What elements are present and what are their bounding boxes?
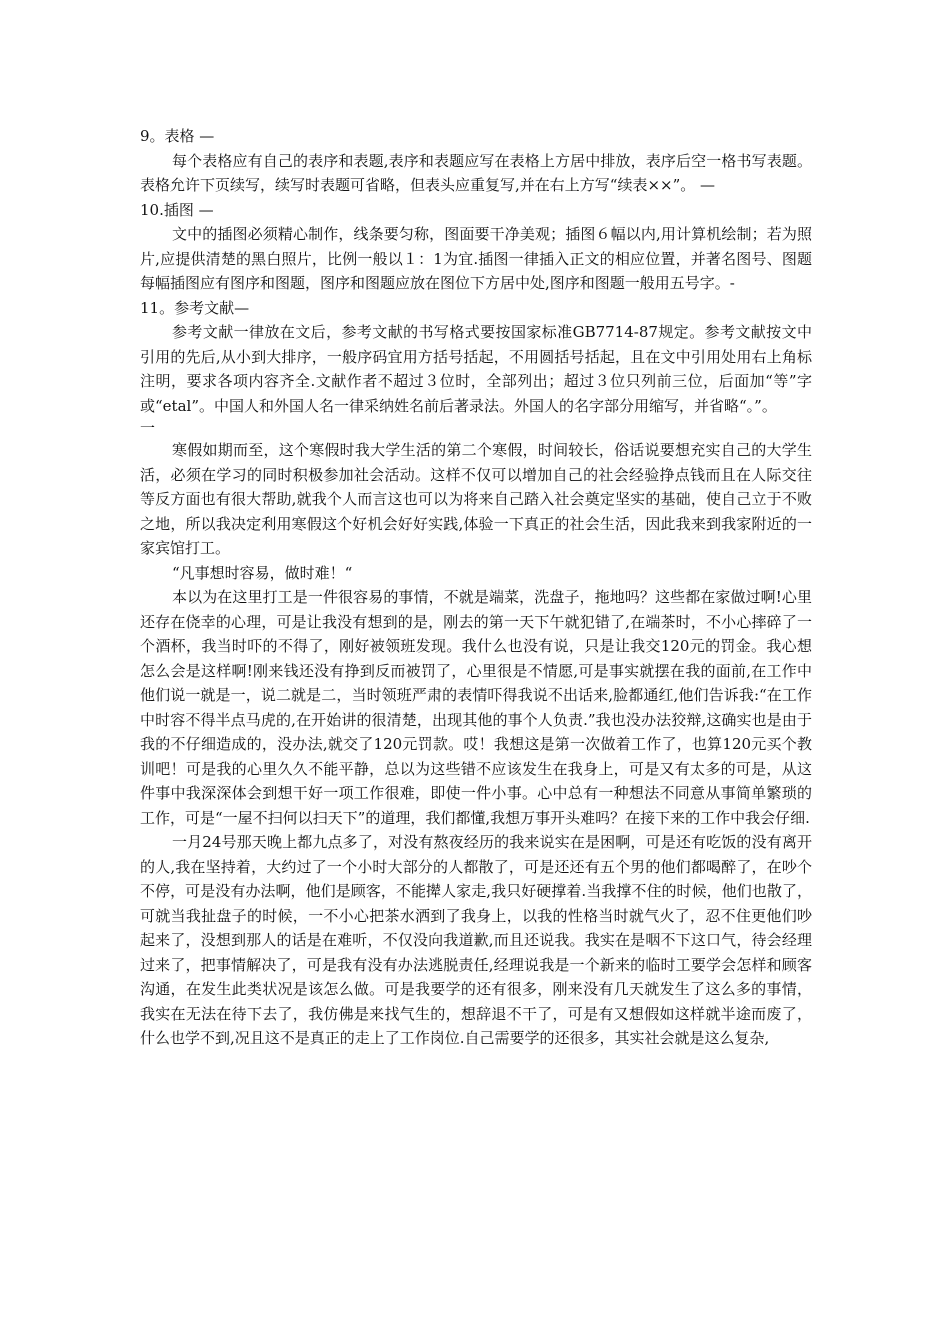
- section-body-tables: 每个表格应有自己的表序和表题,表序和表题应写在表格上方居中排放，表序后空一格书写表题。表格允许下页续写，续写时表题可省略，但表头应重复写,并在右上方写“续表××”。 —: [140, 151, 812, 194]
- section-body-figures: 文中的插图必须精心制作，线条要匀称，图面要干净美观；插图６幅以内,用计算机绘制；若为照片,应提供清楚的黑白照片，比例一般以１：1为宜.插图一律插入正文的相应位置，并著名图号、图题每幅插图应有图序和图题，图序和图题应放在图位下方居中处,图序和图题一般用五号字。-: [140, 225, 812, 292]
- essay-intro-paragraph: 寒假如期而至，这个寒假时我大学生活的第二个寒假，时间较长，俗话说要想充实自己的大学生活，必须在学习的同时积极参加社会活动。这样不仅可以增加自己的社会经验挣点钱而且在人际交往等反方面也有很大帮助,就我个人而言这也可以为将来自己踏入社会奠定坚实的基础，使自己立于不败之地，所以我决定利用寒假这个好机会好好实践,体验一下真正的社会生活，因此我来到我家附近的一家宾馆打工。: [140, 441, 812, 557]
- essay-paragraph-1: 本以为在这里打工是一件很容易的事情，不就是端菜，洗盘子，拖地吗？这些都在家做过啊!心里还存在侥幸的心理，可是让我没有想到的是，刚去的第一天下午就犯错了,在端茶时，不小心摔碎了一个酒杯，我当时吓的不得了，刚好被领班发现。我什么也没有说，只是让我交120元的罚金。我心想怎么会是这样啊!刚来钱还没有挣到反而被罚了，心里很是不情愿,可是事实就摆在我的面前,在工作中他们说一就是一，说二就是二，当时领班严肃的表情吓得我说不出话来,脸都通红,他们告诉我:“在工作中时容不得半点马虎的,在开始讲的很清楚，出现其他的事个人负责.”我也没办法狡辩,这确实也是由于我的不仔细造成的，没办法,就交了120元罚款。哎！我想这是第一次做着工作了，也算120元买个教训吧！可是我的心里久久不能平静，总以为这些错不应该发生在我身上，可是又有太多的可是，从这件事中我深深体会到想干好一项工作很难，即使一件小事。心中总有一种想法不同意从事简单繁琐的工作，可是“一屋不扫何以扫天下”的道理，我们都懂,我想万事开头难吗？在接下来的工作中我会仔细.: [140, 588, 812, 827]
- essay-quote: “凡事想时容易，做时难！“: [172, 563, 353, 582]
- section-body-references: 参考文献一律放在文后，参考文献的书写格式要按国家标准GB7714-87规定。参考文献按文中引用的先后,从小到大排序，一般序码宜用方括号括起，不用圆括号括起，且在文中引用处用右上角标注明，要求各项内容齐全.文献作者不超过３位时，全部列出；超过３位只列前三位，后面加“等”字或“etal”。中国人和外国人名一律采纳姓名前后著录法。外国人的名字部分用缩写，并省略“。”。: [140, 323, 812, 415]
- section-heading-tables: 9。表格 —: [140, 127, 215, 145]
- essay-paragraph-2: 一月24号那天晚上都九点多了，对没有熬夜经历的我来说实在是困啊，可是还有吃饭的没有离开的人,我在坚持着，大约过了一个小时大部分的人都散了，可是还还有五个男的他们都喝醉了，在吵个不停，可是没有办法啊，他们是顾客，不能撵人家走,我只好硬撑着.当我撑不住的时候，他们也散了，可就当我扯盘子的时候，一不小心把茶水洒到了我身上，以我的性格当时就气火了，忍不住更他们吵起来了，没想到那人的话是在难听，不仅没向我道歉,而且还说我。我实在是咽不下这口气，待会经理过来了，把事情解决了，可是我有没有办法逃脱责任,经理说我是一个新来的临时工要学会怎样和顾客沟通，在发生此类状况是该怎么做。可是我要学的还有很多，刚来没有几天就发生了这么多的事情，我实在无法在待下去了，我仿佛是来找气生的，想辞退不干了，可是有又想假如这样就半途而废了，什么也学不到,况且这不是真正的走上了工作岗位.自己需要学的还很多，其实社会就是这么复杂,: [140, 833, 812, 1047]
- document-page: [140, 124, 812, 1051]
- section-heading-references: 11。参考文献—: [140, 298, 250, 317]
- section-heading-figures: 10.插图 —: [140, 200, 214, 219]
- section-separator: 一: [140, 419, 156, 437]
